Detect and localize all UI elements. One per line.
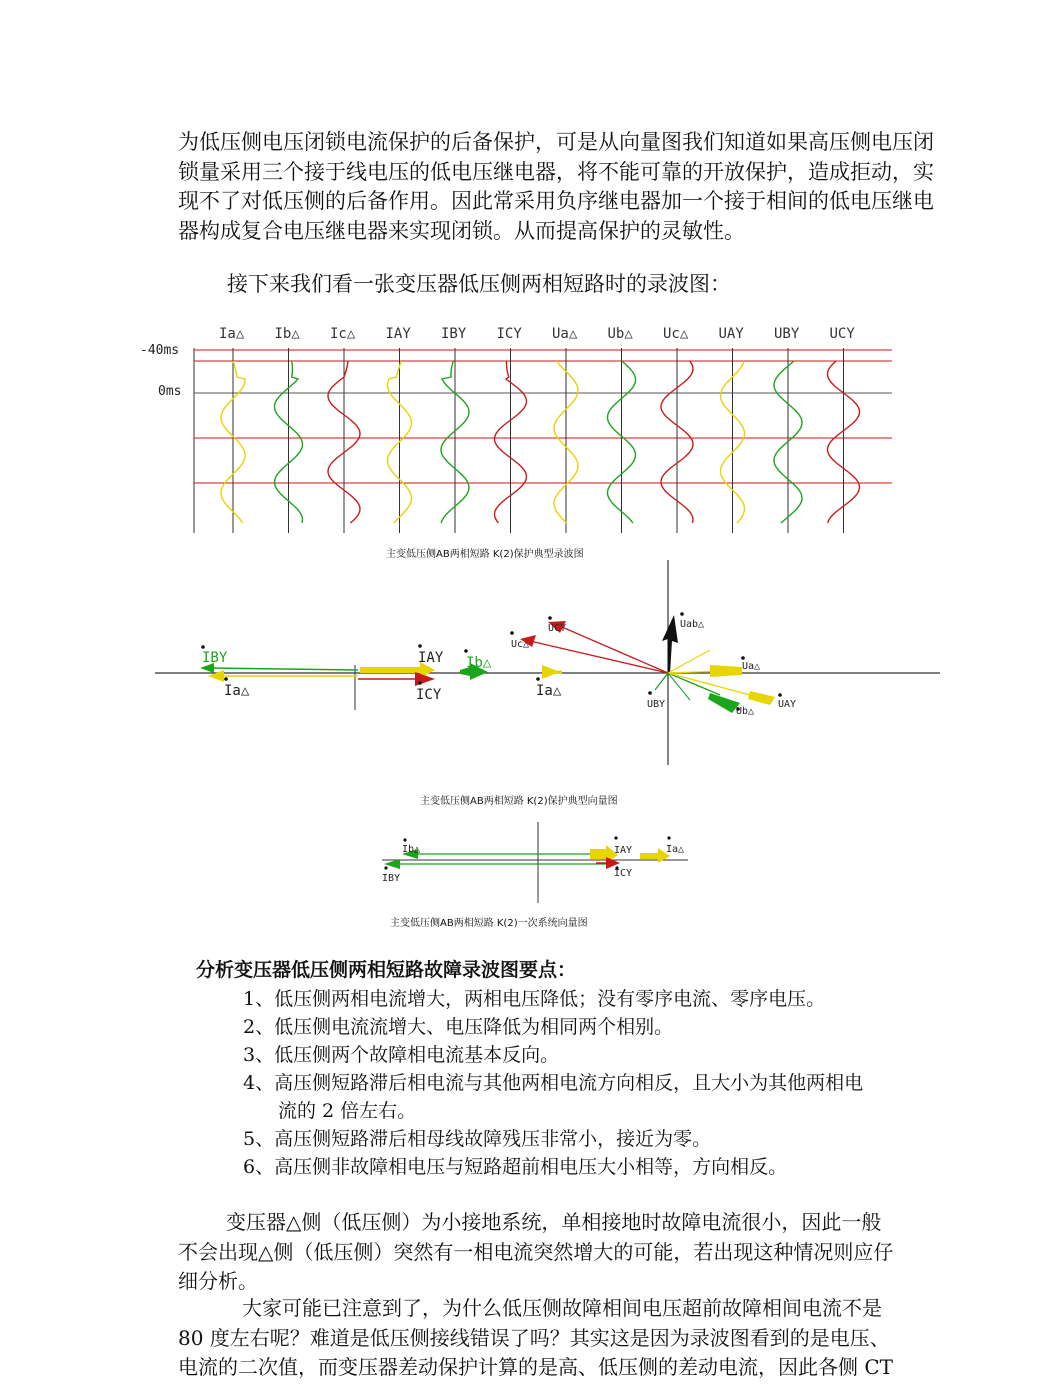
analysis-item: 2、低压侧电流流增大、电压降低为相同两个相别。 — [243, 1016, 674, 1038]
paragraph-line: 不会出现△侧（低压侧）突然有一相电流突然增大的可能，若出现这种情况则应仔 — [178, 1239, 894, 1264]
analysis-item: 4、高压侧短路滞后相电流与其他两相电流方向相反，且大小为其他两相电 — [243, 1072, 864, 1094]
label-uby: UBY — [647, 699, 666, 710]
dot — [614, 836, 617, 839]
label-ia-delta: Ia△ — [224, 683, 250, 699]
analysis-item: 3、低压侧两个故障相电流基本反向。 — [243, 1044, 560, 1066]
channel-label: Ub△ — [607, 326, 633, 342]
time-label-minus40: -40ms — [140, 343, 180, 358]
label-uab-delta: Uab△ — [680, 619, 705, 630]
label-iay: IAY — [418, 650, 444, 666]
waveform-caption: 主变低压侧AB两相短路 K(2)保护典型录波图 — [386, 549, 584, 560]
paragraph-line: 80 度左右呢？难道是低压侧接线错误了吗？其实这是因为录波图看到的是电压、 — [178, 1325, 890, 1350]
dot — [384, 866, 387, 869]
label-iay: IAY — [614, 845, 633, 856]
lead-sentence: 接下来我们看一张变压器低压侧两相短路时的录波图： — [227, 272, 731, 296]
channel-label: Ic△ — [330, 326, 356, 342]
dot — [741, 656, 745, 660]
label-iby: IBY — [202, 650, 228, 666]
primary-vector-diagram — [378, 818, 698, 908]
dot — [648, 691, 652, 695]
intro-line: 为低压侧电压闭锁电流保护的后备保护，可是从向量图我们知道如果高压侧电压闭 — [178, 130, 934, 154]
phasor-uc-delta — [530, 641, 668, 673]
dot — [667, 836, 670, 839]
phasor-uab-delta — [662, 615, 678, 673]
label-ib-delta: Ib△ — [466, 655, 492, 671]
intro-paragraph — [178, 128, 953, 246]
label-ia-delta: Ia△ — [666, 844, 685, 855]
dot — [403, 838, 406, 841]
label-icy: ICY — [614, 868, 633, 879]
channel-label: UCY — [829, 326, 855, 342]
phasor-diagram — [150, 555, 950, 785]
label-ib-delta: Ib△ — [402, 844, 421, 855]
phasor-uay — [668, 673, 750, 695]
label-iby: IBY — [382, 873, 401, 884]
paragraph-3 — [178, 1294, 953, 1383]
phasor-aux-yellow — [668, 650, 710, 673]
channel-label: ICY — [496, 326, 522, 342]
analysis-item: 6、高压侧非故障相电压与短路超前相电压大小相等，方向相反。 — [243, 1156, 788, 1178]
label-ucy: UCY — [548, 623, 567, 634]
phasor-iby — [210, 668, 358, 670]
dot — [418, 681, 422, 685]
channel-label: Ia△ — [219, 326, 245, 342]
channel-label: UAY — [718, 326, 744, 342]
dot — [510, 631, 514, 635]
arrowhead — [208, 670, 224, 682]
arrowhead — [748, 691, 775, 705]
analysis-heading: 分析变压器低压侧两相短路故障录波图要点： — [196, 959, 577, 981]
waveform-figure — [130, 318, 910, 538]
paragraph-line: 电流的二次值，而变压器差动保护计算的是高、低压侧的差动电流，因此各侧 CT — [178, 1355, 893, 1379]
dot — [680, 612, 684, 616]
phasor-uby — [655, 673, 668, 690]
paragraph-line: 大家可能已注意到了，为什么低压侧故障相间电压超前故障相间电流不是 — [242, 1296, 882, 1320]
label-uay: UAY — [778, 699, 797, 710]
paragraph-line: 变压器△侧（低压侧）为小接地系统，单相接地时故障电流很小，因此一般 — [226, 1210, 882, 1234]
waveform-traces — [221, 361, 860, 523]
channel-label: Uc△ — [663, 326, 689, 342]
channel-label: Ib△ — [274, 326, 300, 342]
waveform-grid — [194, 348, 892, 533]
primary-caption: 主变低压侧AB两相短路 K(2)一次系统向量图 — [390, 918, 588, 929]
phasor-ucy — [562, 627, 668, 673]
arrowhead — [710, 665, 742, 677]
label-ua-delta: Ua△ — [742, 661, 761, 672]
dot — [536, 677, 540, 681]
label-icy: ICY — [416, 687, 442, 703]
intro-line: 器构成复合电压继电器来实现闭锁。从而提高保护的灵敏性。 — [178, 218, 745, 243]
paragraph-line: 细分析。 — [178, 1269, 258, 1293]
time-label-zero: 0ms — [158, 384, 182, 399]
analysis-item: 5、高压侧短路滞后相母线故障残压非常小，接近为零。 — [243, 1128, 712, 1150]
label-ub-delta: Ub△ — [736, 706, 755, 717]
channel-label: Ua△ — [552, 326, 578, 342]
channel-label: IBY — [441, 326, 467, 342]
dot — [464, 649, 468, 653]
intro-line: 现不了对低压侧的后备作用。因此常采用负序继电器加一个接于相间的低电压继电 — [178, 189, 934, 213]
waveform-labels — [219, 326, 855, 342]
analysis-item: 1、低压侧两相电流增大，两相电压降低；没有零序电流、零序电压。 — [243, 988, 826, 1010]
phasor-caption: 主变低压侧AB两相短路 K(2)保护典型向量图 — [420, 796, 618, 807]
intro-line: 锁量采用三个接于线电压的低电压继电器，将不能可靠的开放保护，造成拒动，实 — [178, 159, 934, 184]
dot — [778, 693, 782, 697]
channel-label: UBY — [774, 326, 800, 342]
paragraph-2 — [178, 1208, 953, 1297]
label-uc-delta: Uc△ — [511, 639, 530, 650]
channel-label: IAY — [385, 326, 411, 342]
dot — [201, 645, 205, 649]
dot — [224, 677, 228, 681]
label-ia-delta-2: Ia△ — [536, 683, 562, 699]
dot — [418, 644, 422, 648]
analysis-item-continued: 流的 2 倍左右。 — [278, 1100, 417, 1122]
dot — [548, 616, 552, 620]
